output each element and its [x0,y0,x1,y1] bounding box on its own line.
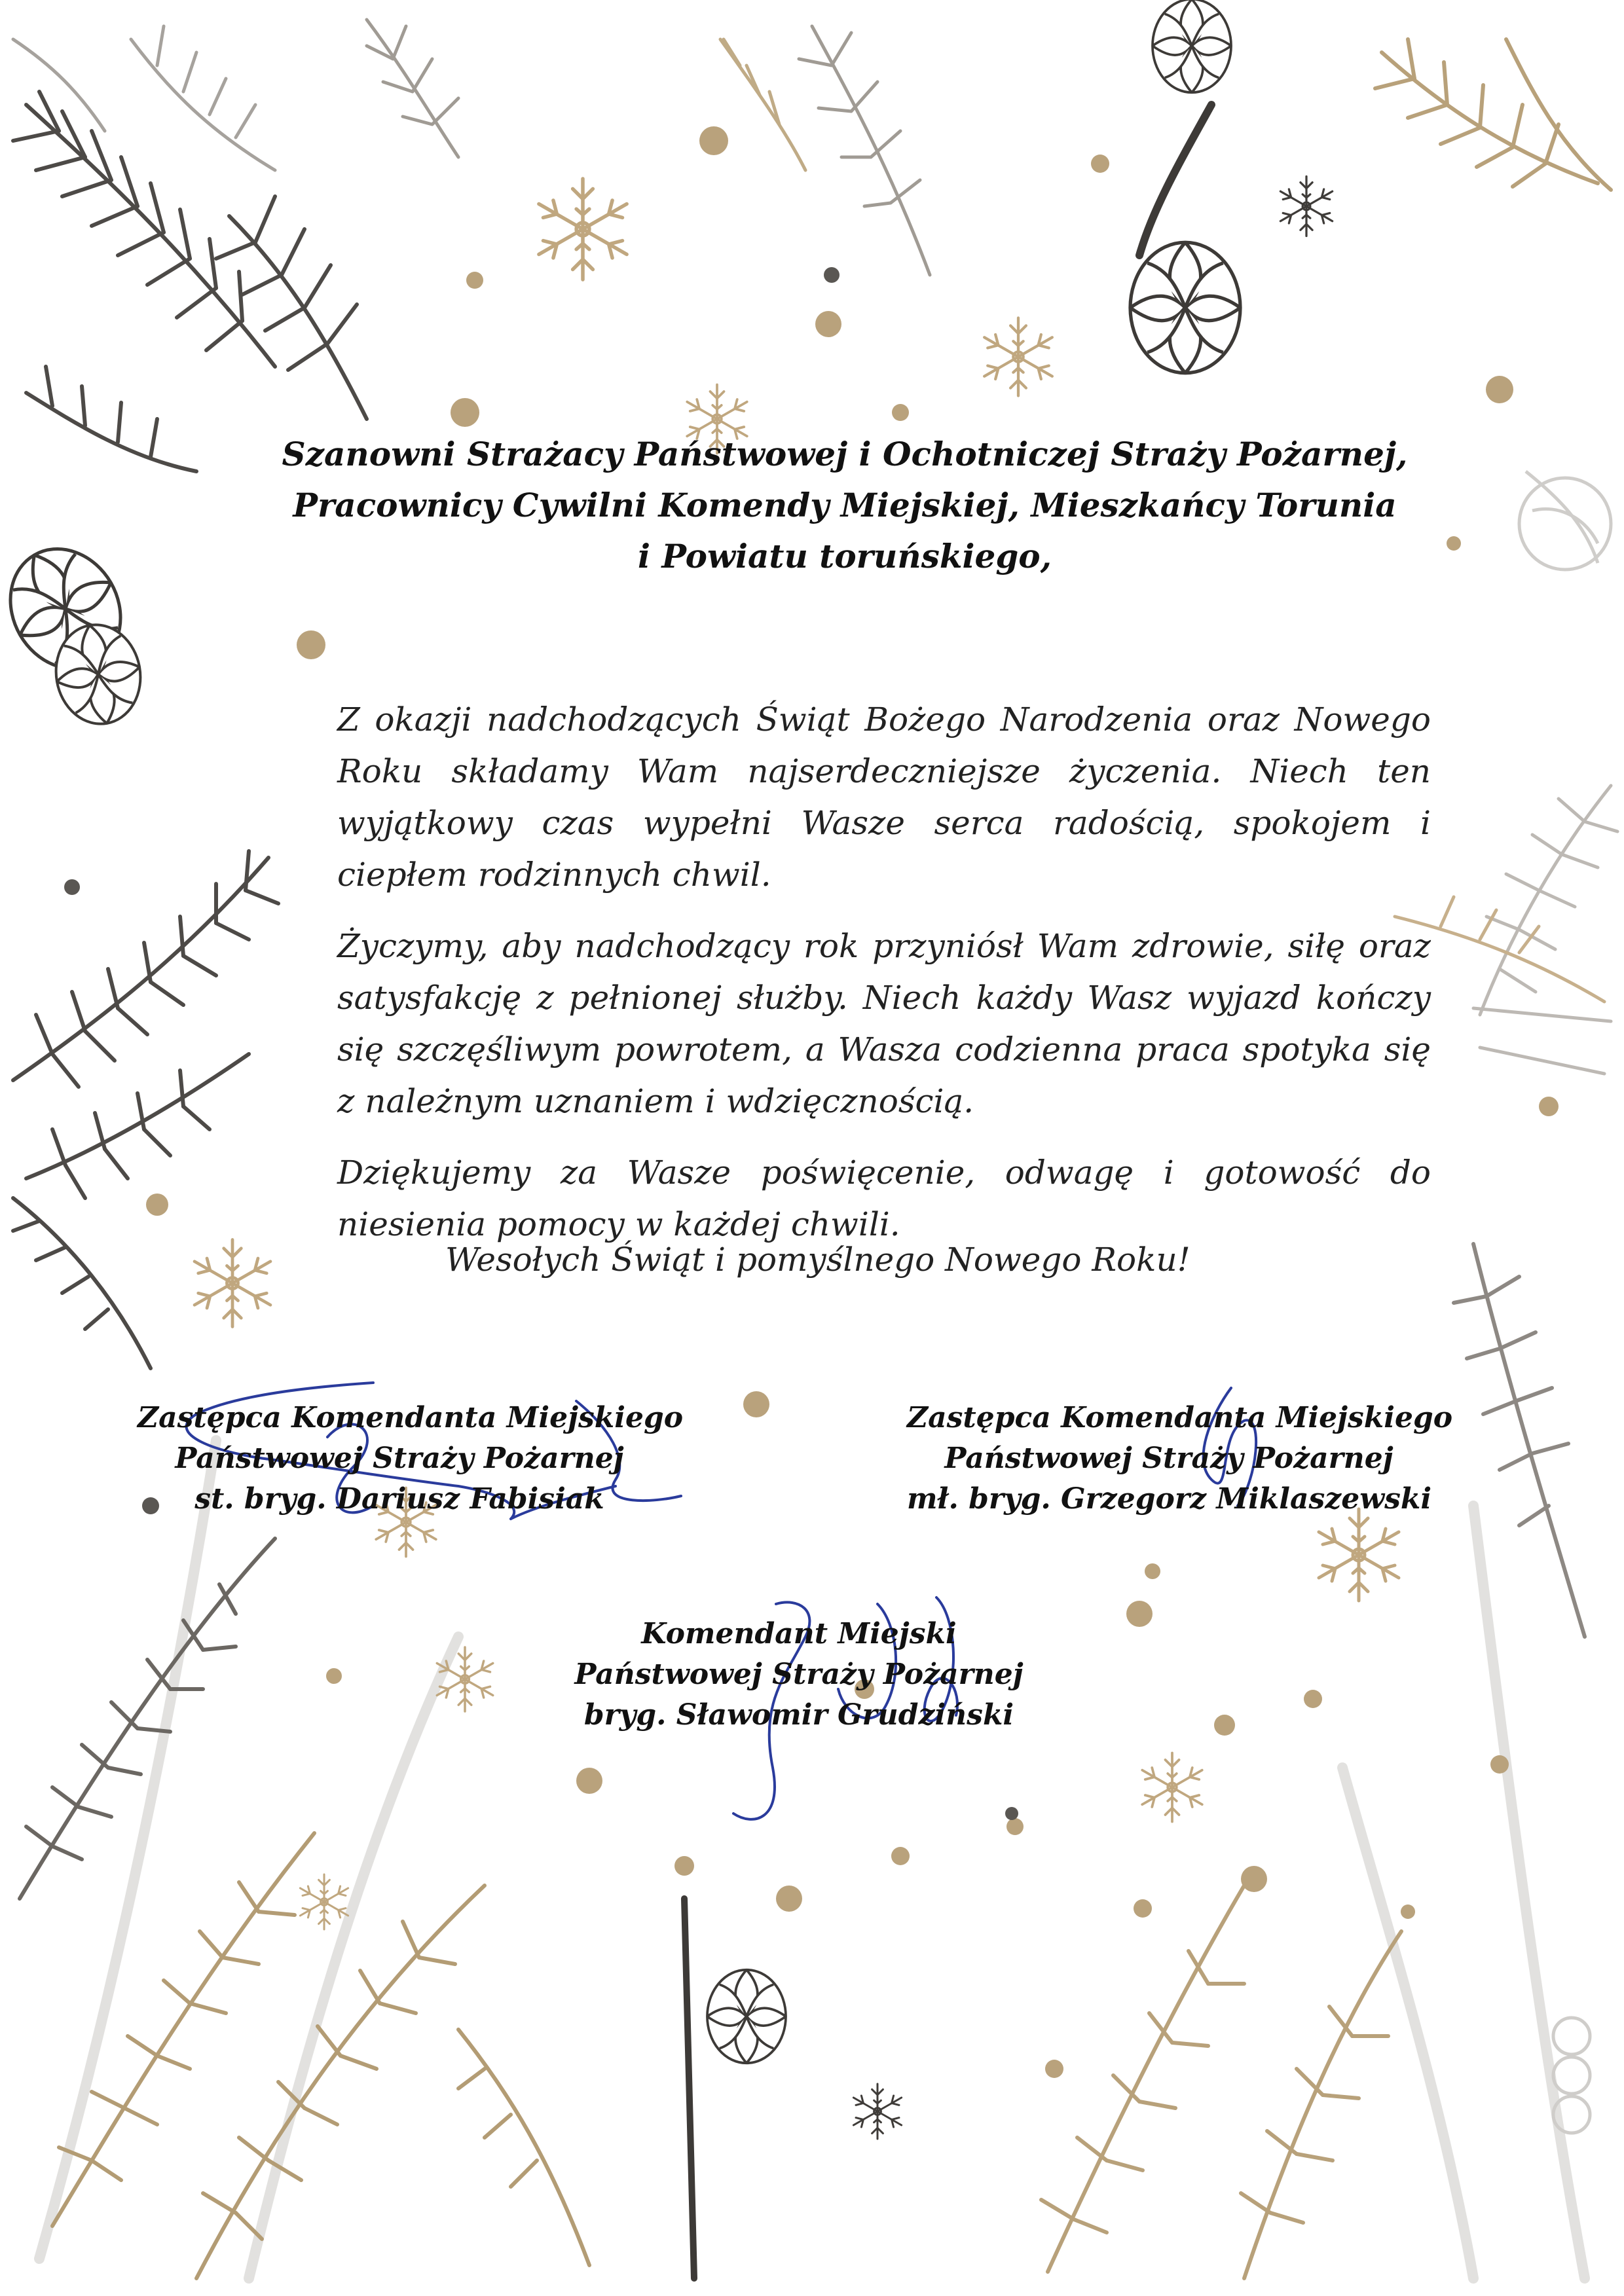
signature-center-unit: Państwowej Straży Pożarnej [574,1658,1024,1691]
signature-block-center [530,1614,1067,1736]
signature-left-name: st. bryg. Dariusz Fabisiak [194,1482,604,1516]
greeting [262,429,1428,582]
holiday-wishes: Wesołych Świąt i pomyślnego Nowego Roku! [445,1241,1190,1279]
greeting-line-2: Pracownicy Cywilni Komendy Miejskiej, Mieszkańcy Torunia [293,486,1397,524]
greeting-line-3: i Powiatu toruńskiego, [637,537,1052,575]
signature-right-title: Zastępca Komendanta Miejskiego [907,1401,1453,1434]
signature-block-right [907,1398,1453,1520]
signature-right-unit: Państwowej Straży Pożarnej [944,1442,1393,1475]
signature-left-unit: Państwowej Straży Pożarnej [175,1442,624,1475]
signature-center-name: bryg. Sławomir Grudziński [583,1698,1014,1732]
greeting-line-1: Szanowni Strażacy Państwowej i Ochotniczej Straży Pożarnej, [282,435,1408,473]
signature-block-left [138,1398,684,1520]
signature-left-title: Zastępca Komendanta Miejskiego [138,1401,684,1434]
paragraph-3: Dziękujemy za Wasze poświęcenie, odwagę i gotowość do niesienia pomocy w każdej chwili. [337,1154,1431,1243]
letter-body [337,694,1431,1270]
paragraph-1: Z okazji nadchodzących Świąt Bożego Narodzenia oraz Nowego Roku składamy Wam najserdeczniejsze życzenia. Niech ten wyjątkowy czas wypełni Wasze serca radością, spokojem i ciepłem rodzinnych chwil. [337,701,1431,894]
signature-center-title: Komendant Miejski [641,1617,957,1650]
signature-right-name: mł. bryg. Grzegorz Miklaszewski [907,1482,1432,1516]
paragraph-2: Życzymy, aby nadchodzący rok przyniósł Wam zdrowie, siłę oraz satysfakcję z pełnionej służby. Niech każdy Wasz wyjazd kończy się szczęśliwym powrotem, a Wasza codzienna praca spotyka się z należnym uznaniem i wdzięcznością. [337,927,1431,1120]
